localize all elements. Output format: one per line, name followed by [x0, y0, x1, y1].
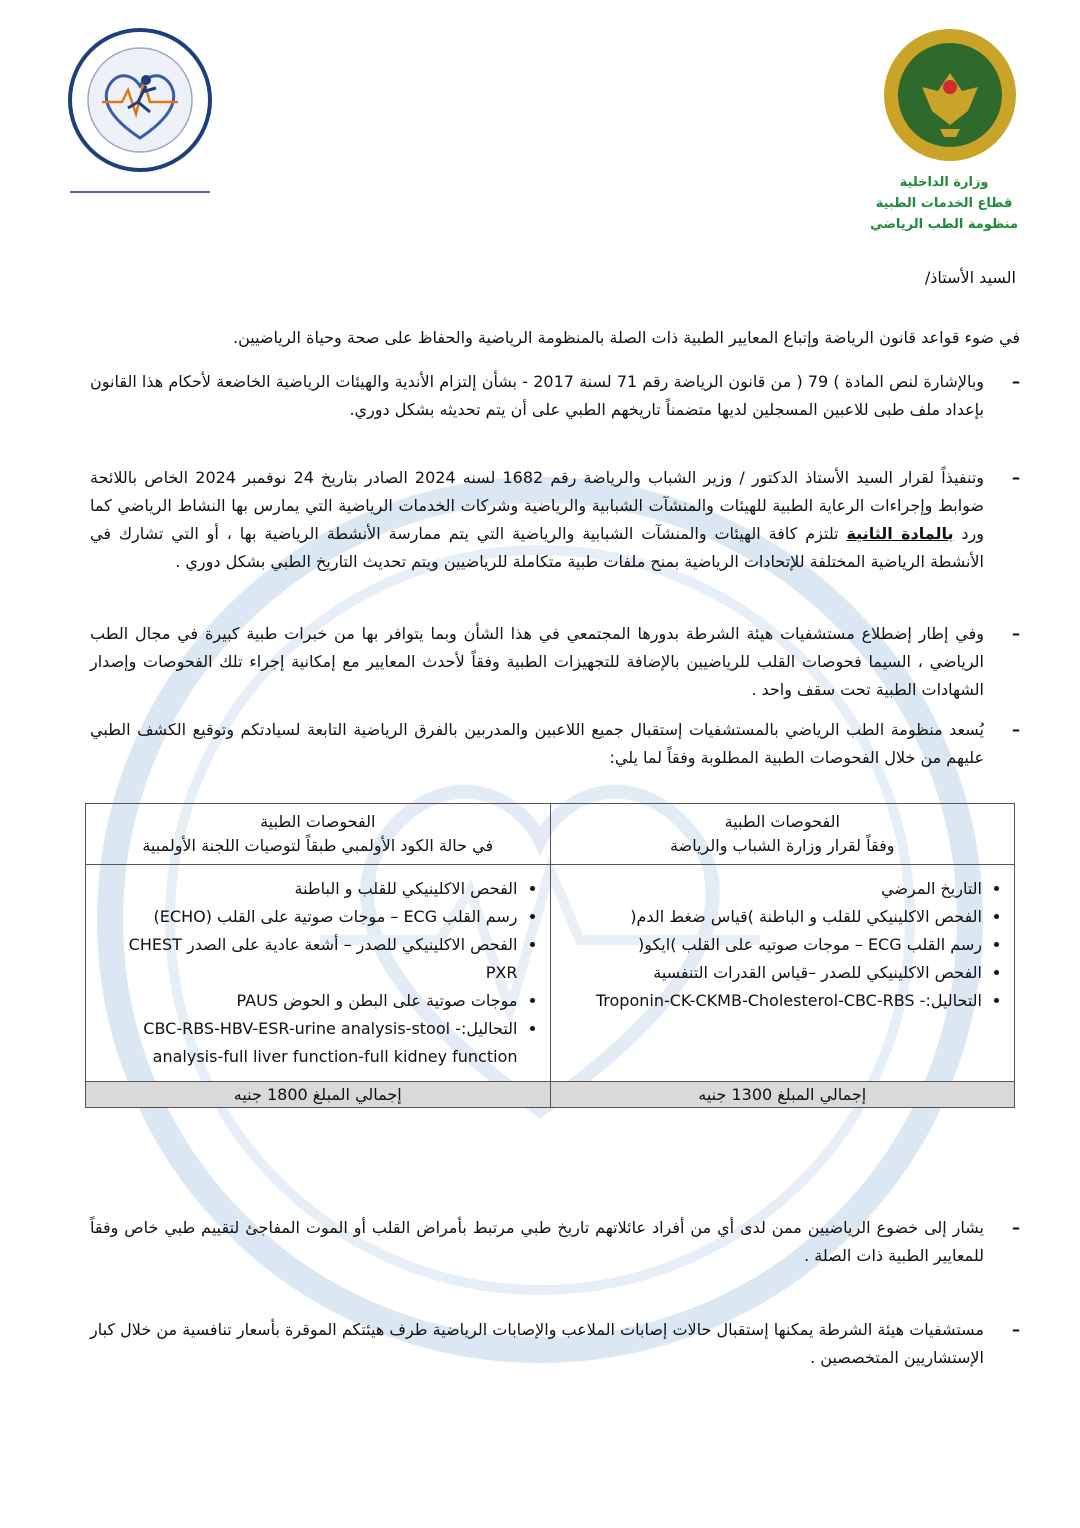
- bullet-text: مستشفيات هيئة الشرطة يمكنها إستقبال حالات إصابات الملاعب والإصابات الرياضية طرف هيئتكم الموقرة بأسعار تنافسية من خلال كبار الإستشاريين المتخصصين .: [90, 1320, 984, 1367]
- bullet-dash: –: [1012, 1320, 1020, 1339]
- table-header-row: [86, 804, 1015, 865]
- header-olympic-tests: [86, 804, 551, 865]
- org-line-system: منظومة الطب الرياضي: [870, 217, 1018, 232]
- bullet-sports-medicine-welcome: [90, 716, 1020, 772]
- ministry-total: إجمالي المبلغ 1300 جنيه: [550, 1082, 1015, 1108]
- olympic-total: إجمالي المبلغ 1800 جنيه: [86, 1082, 551, 1108]
- list-item: • رسم القلب ECG – موجات صوتيه على القلب )ايكو(: [561, 931, 983, 959]
- list-item: • التاريخ المرضي: [561, 875, 983, 903]
- list-item: • الفحص الاكلينيكي للقلب و الباطنة: [96, 875, 518, 903]
- list-item: • الفحص الاكلينيكي للقلب و الباطنة )قياس ضغط الدم(: [561, 903, 983, 931]
- medical-tests-table: [85, 803, 1015, 1108]
- bullet-dash: –: [1012, 372, 1020, 391]
- org-line-sector: قطاع الخدمات الطبية: [875, 196, 1013, 211]
- bullet-family-history: [90, 1214, 1020, 1270]
- list-item: • الفحص الاكلينيكي للصدر –قياس القدرات التنفسية: [561, 959, 983, 987]
- ministry-emblem: [880, 25, 1020, 165]
- olympic-tests-list: [86, 865, 551, 1082]
- intro-paragraph: في ضوء قواعد قانون الرياضة وإتباع المعايير الطبية ذات الصلة بالمنظومة الرياضية والحفاظ على صحة وحياة الرياضيين.: [233, 328, 1020, 347]
- organization-header: [870, 172, 1018, 235]
- list-item: • موجات صوتية على البطن و الحوض PAUS: [96, 987, 518, 1015]
- bullet-injuries: [90, 1316, 1020, 1372]
- bullet-law-article-79: [90, 368, 1020, 424]
- bullet-dash: –: [1012, 720, 1020, 739]
- bullet-text: وفي إطار إضطلاع مستشفيات هيئة الشرطة بدورها المجتمعي في هذا الشأن وبما يتوافر بها من خبرات طبية كبيرة في مجال الطب الرياضي ، السيما فحوصات القلب للرياضيين بالإضافة للتجهيزات الطبية وفقاً لأحدث المعايير مع إمكانية إجراء تلك الفحوصات وإصدار الشهادات الطبية تحت سقف واحد .: [90, 624, 984, 699]
- table-total-row: [86, 1082, 1015, 1108]
- header-ministry-tests: [550, 804, 1015, 865]
- bullet-text: يشار إلى خضوع الرياضيين ممن لدى أي من أفراد عائلاتهم تاريخ طبي مرتبط بأمراض القلب أو الموت المفاجئ لتقييم طبي خاص وفقاً للمعايير الطبية ذات الصلة .: [90, 1218, 984, 1265]
- list-item: • التحاليل:- CBC-RBS-HBV-ESR-urine analysis-stool analysis-full liver function-full kidney function: [96, 1015, 518, 1071]
- header-subtitle: في حالة الكود الأولمبي طبقاً لتوصيات اللجنة الأولمبية: [142, 836, 494, 855]
- hospitals-logo: [66, 18, 214, 196]
- bullet-dash: –: [1012, 624, 1020, 643]
- ministry-tests-list: [550, 865, 1015, 1082]
- header-subtitle: وفقاً لقرار وزارة الشباب والرياضة: [670, 836, 895, 855]
- header-title: الفحوصات الطبية: [260, 812, 376, 831]
- underlined-article-two: بالمادة الثانية: [846, 524, 954, 543]
- bullet-text-part1: وتنفيذاً لقرار السيد الأستاذ الدكتور / وزير الشباب والرياضة رقم 1682 لسنه 2024 الصادر بتاريخ 24 نوفمبر 2024 الخاص باللائحة ضوابط وإجراءات الرعاية الطبية للهيئات والمنشآت الشبابية والرياضية وشركات الخدمات الرياضية التي يمارس بها النشاط الرياضي كما ورد: [90, 468, 985, 543]
- bullet-minister-decree: [90, 464, 1020, 576]
- header-title: الفحوصات الطبية: [724, 812, 840, 831]
- bullet-text-part2: تلتزم كافة الهيئات والمنشآت الشبابية والرياضية التي يتم ممارسة الأنشطة الرياضية بها ، أو التي تشارك في الأنشطة الرياضية المختلفة للإتحادات الرياضية بمنح ملفات طبية متكاملة للرياضيين ويتم تحديث التاريخ الطبي بشكل دوري .: [90, 524, 984, 571]
- bullet-police-hospitals-role: [90, 620, 1020, 704]
- list-item: • الفحص الاكلينيكي للصدر – أشعة عادية على الصدر CHEST PXR: [96, 931, 518, 987]
- bullet-dash: –: [1012, 1218, 1020, 1237]
- list-item: • رسم القلب ECG – موجات صوتية على القلب (ECHO): [96, 903, 518, 931]
- salutation: السيد الأستاذ/: [924, 268, 1016, 287]
- bullet-dash: –: [1012, 468, 1020, 487]
- bullet-text: وبالإشارة لنص المادة ) 79 ( من قانون الرياضة رقم 71 لسنة 2017 - بشأن إلتزام الأندية والهيئات الرياضية الخاضعة لأحكام هذا القانون بإعداد ملف طبى للاعبين المسجلين لديها متضمناً تاريخهم الطبي على أن يتم تحديثه بشكل دوري.: [90, 372, 984, 419]
- org-line-ministry: وزارة الداخلية: [899, 175, 989, 190]
- list-item: • التحاليل:- Troponin-CK-CKMB-Cholesterol-CBC-RBS: [561, 987, 983, 1015]
- bullet-text: يُسعد منظومة الطب الرياضي بالمستشفيات إستقبال جميع اللاعبين والمدربين بالفرق الرياضية التابعة لسيادتكم وتوقيع الكشف الطبي عليهم من خلال الفحوصات الطبية المطلوبة وفقاً لما يلي:: [90, 720, 984, 767]
- table-items-row: [86, 865, 1015, 1082]
